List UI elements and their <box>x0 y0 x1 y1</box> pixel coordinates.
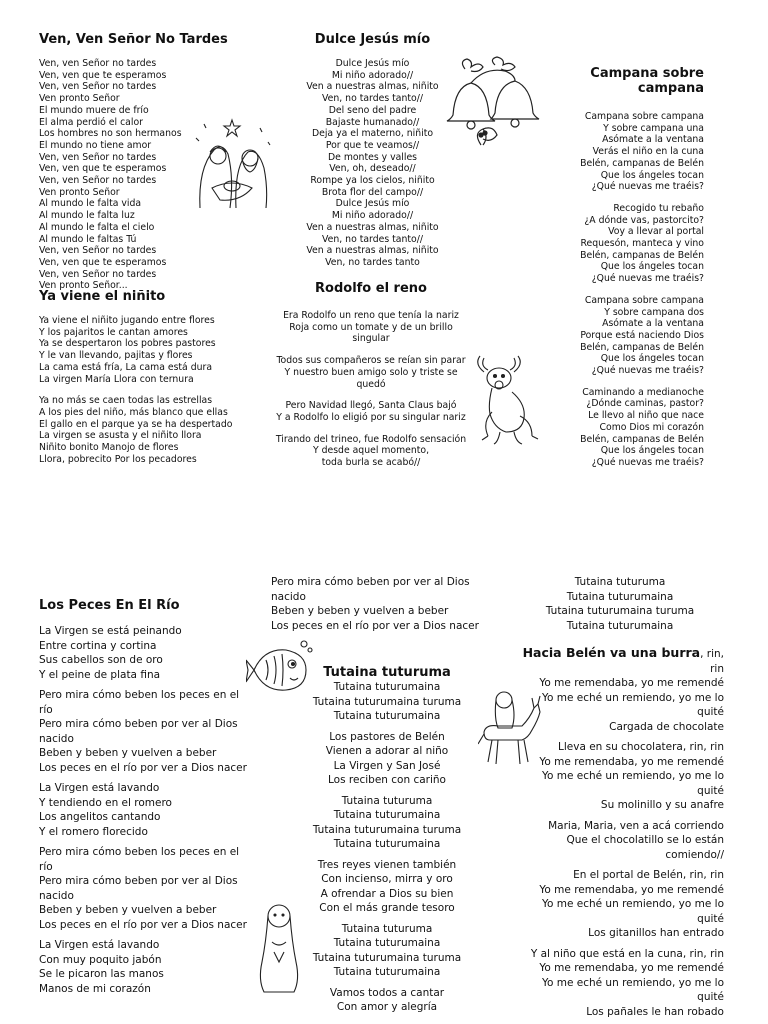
lyric-line: Y le van llevando, pajitas y flores <box>39 350 193 362</box>
lyric-line: Roja como un tomate y de un brillo singular <box>289 321 453 345</box>
lyric-line: Ven pronto Señor <box>39 186 120 198</box>
lyric-line: Asómate a la ventana <box>602 318 704 330</box>
song-title-suffix: , rin, <box>700 648 724 660</box>
lyric-line: Los peces en el río por ver a Dios nacer <box>39 918 247 931</box>
song-ya-viene-el-ninito <box>39 289 234 465</box>
lyric-line: Ven a nuestras almas, niñito <box>306 81 439 93</box>
lyric-line: El mundo no tiene amor <box>39 139 152 151</box>
lyric-line: Yo me remendaba, yo me remendé <box>539 677 724 689</box>
lyric-line: Belén, campanas de Belén <box>580 157 704 169</box>
song-lyrics <box>307 680 467 1015</box>
stanza <box>520 295 704 377</box>
lyric-line: Pero mira cómo beben los peces en el río <box>39 689 240 716</box>
lyric-line: Ven, oh, deseado// <box>329 163 416 175</box>
lyric-line: Tutaina tuturumaina <box>333 966 441 978</box>
lyric-line: La Virgen y San José <box>333 759 441 772</box>
song-lyrics <box>39 624 254 996</box>
lyric-line: Que el chocolatillo se lo están comiendo// <box>566 834 724 861</box>
lyric-line: Ven, ven que te esperamos <box>39 163 167 175</box>
song-lyrics <box>285 58 460 269</box>
lyric-line: toda burla se acabó// <box>321 457 421 469</box>
lyric-line: Ven, ven que te esperamos <box>39 256 167 268</box>
lyric-line: Asómate a la ventana <box>602 134 704 146</box>
lyric-line: Y nuestro buen amigo solo y triste se quedó <box>284 366 458 390</box>
stanza <box>514 868 724 941</box>
lyric-line: Ven a nuestras almas, niñito <box>306 221 439 233</box>
lyric-line: ¿A dónde vas, pastorcito? <box>584 214 704 226</box>
lyric-line: Al mundo le falta luz <box>39 210 135 222</box>
song-title: Tutaina tuturuma <box>323 665 451 680</box>
lyric-line: Requesón, manteca y vino <box>580 238 704 250</box>
lyric-line: Bajaste humanado// <box>325 116 420 128</box>
stanza <box>520 111 704 193</box>
song-title: Ven, Ven Señor No Tardes <box>39 32 228 47</box>
lyric-line: Y tendiendo en el romero <box>39 796 172 809</box>
stanza <box>520 203 704 285</box>
lyric-line: Los hombres no son hermanos <box>39 128 182 140</box>
lyric-line: Vamos todos a cantar <box>329 986 445 999</box>
lyric-line: Ven, ven Señor no tardes <box>39 245 157 257</box>
lyric-line: Y a Rodolfo lo eligió por su singular nariz <box>276 411 466 423</box>
lyric-line: Tutaina tuturumaina <box>333 937 441 949</box>
lyric-line: Yo me eché un remiendo, yo me lo quité <box>541 691 724 718</box>
lyric-line: Y sobre campana dos <box>604 306 704 318</box>
song-lyrics <box>271 575 506 633</box>
lyric-line: Y sobre campana una <box>603 122 704 134</box>
song-hacia-belen-va-una-burra <box>514 642 724 1019</box>
stanza <box>39 938 254 996</box>
lyric-line: Con el más grande tesoro <box>319 902 455 914</box>
song-lyrics <box>520 111 704 469</box>
lyric-line: Tutaina tuturumaina <box>333 681 441 693</box>
lyric-line: Tutaina tuturumaina <box>333 838 441 850</box>
lyric-line: Le llevo al niño que nace <box>588 410 704 422</box>
stanza <box>39 624 254 682</box>
lyric-line: Como Dios mi corazón <box>599 421 704 433</box>
stanza <box>307 794 467 852</box>
lyric-line: Cargada de chocolate <box>609 720 724 733</box>
nativity-family-icon <box>190 118 274 212</box>
song-lyrics <box>271 310 471 469</box>
lyric-line: Yo me eché un remiendo, yo me lo quité <box>541 898 724 925</box>
stanza <box>307 680 467 724</box>
stanza <box>514 662 724 735</box>
lyric-line: Mi niño adorado// <box>331 69 414 81</box>
lyric-line: Los peces en el río por ver a Dios nacer <box>39 761 247 774</box>
stanza <box>307 986 467 1015</box>
lyric-line: Belén, campanas de Belén <box>580 341 704 353</box>
stanza <box>307 922 467 980</box>
lyric-line: Vienen a adorar al niño <box>325 745 449 757</box>
fish-icon <box>246 636 316 702</box>
lyric-line: Que los ángeles tocan <box>600 445 704 457</box>
lyric-line: Pero mira cómo beben por ver al Dios nacido <box>39 718 238 745</box>
lyric-line: Yo me remendaba, yo me remendé <box>539 883 724 896</box>
song-title: Rodolfo el reno <box>315 281 427 296</box>
lyric-line: La virgen se asusta y el niñito llora <box>39 430 202 442</box>
lyric-line: Tutaina tuturumaina <box>566 590 674 603</box>
lyric-line: Brota flor del campo// <box>321 186 424 198</box>
lyric-line: Tutaina tuturuma <box>574 576 666 588</box>
stanza <box>307 858 467 916</box>
lyric-line: Al mundo le falta el cielo <box>39 221 155 233</box>
lyric-line: Con incienso, mirra y oro <box>321 873 453 885</box>
lyric-line: Dulce Jesús mío <box>335 58 410 69</box>
lyric-line: Ya no más se caen todas las estrellas <box>39 395 213 407</box>
stanza <box>271 310 471 345</box>
lyric-line: Y al niño que está en la cuna, rin, rin <box>530 947 724 960</box>
lyric-line: Ven a nuestras almas, niñito <box>306 245 439 257</box>
song-title: Campana sobre campana <box>590 66 704 96</box>
lyric-line: Ven, ven Señor no tardes <box>39 58 157 69</box>
stanza <box>520 387 704 469</box>
virgin-mary-icon <box>254 902 304 994</box>
lyric-line: El mundo muere de frío <box>39 104 149 116</box>
stanza <box>39 688 254 775</box>
song-title: Ya viene el niñito <box>39 289 166 304</box>
lyric-line: Tutaina tuturumaina <box>333 710 441 722</box>
lyric-line: Ven, no tardes tanto// <box>322 233 423 245</box>
lyric-line: Y los pajaritos le cantan amores <box>39 326 188 338</box>
lyric-line: Porque está naciendo Dios <box>580 329 704 341</box>
lyric-line: Ya se despertaron los pobres pastores <box>39 338 216 350</box>
lyric-line: Ya viene el niñito jugando entre flores <box>39 315 215 326</box>
lyric-line: Ven pronto Señor <box>39 93 120 105</box>
lyric-line: Todos sus compañeros se reían sin parar <box>276 355 466 367</box>
stanza <box>39 781 254 839</box>
lyric-line: Sus cabellos son de oro <box>39 654 163 666</box>
lyric-line: Belén, campanas de Belén <box>580 249 704 261</box>
lyric-line: Beben y beben y vuelven a beber <box>39 904 217 916</box>
song-title: Hacia Belén va una burra <box>522 645 701 660</box>
song-dulce-jesus-mio <box>285 32 460 269</box>
lyric-line: Se le picaron las manos <box>39 968 164 980</box>
lyric-line: Caminando a medianoche <box>582 386 704 398</box>
lyric-line: La virgen María Llora con ternura <box>39 373 194 385</box>
lyric-line: El gallo en el parque ya se ha despertado <box>39 418 233 430</box>
lyric-line: Campana sobre campana <box>584 294 704 306</box>
stanza <box>39 845 254 932</box>
lyric-line: ¿Dónde caminas, pastor? <box>586 398 704 410</box>
song-title: Dulce Jesús mío <box>314 32 431 47</box>
lyric-line: Que los ángeles tocan <box>600 353 704 365</box>
stanza <box>271 355 471 390</box>
lyric-line: Llora, pobrecito Por los pecadores <box>39 453 197 465</box>
lyric-line: Ven pronto Señor... <box>39 280 128 292</box>
stanza <box>514 947 724 1020</box>
song-lyrics <box>520 575 720 633</box>
lyric-line: Ven, ven Señor no tardes <box>39 268 157 280</box>
lyric-line: A ofrendar a Dios su bien <box>320 887 454 900</box>
lyric-line: Era Rodolfo un reno que tenía la nariz <box>283 310 459 321</box>
lyric-line: Ven, ven Señor no tardes <box>39 175 157 187</box>
lyric-line: Entre cortina y cortina <box>39 639 157 652</box>
lyric-line: La cama está fría, La cama está dura <box>39 361 213 373</box>
lyric-line: Yo me eché un remiendo, yo me lo quité <box>541 976 724 1003</box>
song-title: Los Peces En El Río <box>39 598 180 613</box>
lyric-line: Los pastores de Belén <box>329 730 445 743</box>
lyric-line: Manos de mi corazón <box>39 982 151 995</box>
lyric-line: Ven, ven Señor no tardes <box>39 81 157 93</box>
lyric-line: Yo me remendaba, yo me remendé <box>539 755 724 768</box>
lyric-line: Ven, no tardes tanto// <box>322 93 423 105</box>
lyric-line: La Virgen está lavando <box>39 782 160 794</box>
lyric-line: Beben y beben y vuelven a beber <box>39 747 217 759</box>
lyric-line: Tutaina tuturumaina turuma <box>545 605 695 617</box>
lyric-line: Ven, ven Señor no tardes <box>39 151 157 163</box>
lyric-line: Su molinillo y su anafre <box>600 799 724 811</box>
lyric-line: Ven, no tardes tanto <box>325 256 420 268</box>
lyric-line: Y el romero florecido <box>39 825 148 838</box>
lyric-line: El alma perdió el calor <box>39 116 143 128</box>
lyric-line: Pero mira cómo beben los peces en el río <box>39 846 240 873</box>
lyric-line: Deja ya el materno, niñito <box>311 128 434 140</box>
lyric-line: Por que te veamos// <box>325 139 420 151</box>
lyric-line: Belén, campanas de Belén <box>580 433 704 445</box>
lyric-line: Tutaina tuturumaina turuma <box>312 695 462 708</box>
stanza <box>307 730 467 788</box>
lyric-line: ¿Qué nuevas me traéis? <box>591 273 704 285</box>
lyric-line: Tutaina tuturumaina turuma <box>312 951 462 964</box>
stanza <box>514 740 724 813</box>
lyric-line: Los peces en el río por ver a Dios nacer <box>271 619 479 632</box>
lyric-line: Niñito bonito Manojo de flores <box>39 442 179 454</box>
lyric-line: Campana sobre campana <box>584 111 704 122</box>
lyric-line: A los pies del niño, más blanco que ellas <box>39 406 228 418</box>
lyric-line: Voy a llevar al portal <box>608 226 704 238</box>
song-campana-sobre-campana <box>520 66 704 469</box>
lyric-line: Al mundo le faltas Tú <box>39 233 137 245</box>
donkey-icon <box>478 688 542 768</box>
lyric-line: Yo me remendaba, yo me remendé <box>539 962 724 974</box>
lyric-line: Y desde aquel momento, <box>312 445 430 457</box>
lyric-line: ¿Qué nuevas me traéis? <box>591 181 704 193</box>
stanza <box>271 400 471 423</box>
lyric-line: Que los ángeles tocan <box>600 169 704 181</box>
lyric-line: rin <box>710 662 724 675</box>
lyric-line: La Virgen se está peinando <box>39 625 182 637</box>
lyric-line: Maria, Maria, ven a acá corriendo <box>548 819 724 832</box>
lyric-line: Los reciben con cariño <box>328 774 446 786</box>
stanza <box>514 819 724 863</box>
lyric-line: Pero mira cómo beben por ver al Dios nacido <box>39 875 238 902</box>
lyric-line: Tutaina tuturumaina turuma <box>312 823 462 836</box>
lyric-line: Los gitanillos han entrado <box>588 927 724 939</box>
lyric-line: Rompe ya los cielos, niñito <box>310 175 435 187</box>
song-rodolfo-el-reno <box>271 281 471 469</box>
lyric-line: Tutaina tuturumaina <box>566 619 674 632</box>
song-tutaina-tuturuma <box>307 665 467 1015</box>
lyric-line: En el portal de Belén, rin, rin <box>573 869 724 881</box>
lyric-line: Con amor y alegría <box>336 1001 438 1013</box>
lyric-line: ¿Qué nuevas me traéis? <box>591 365 704 377</box>
lyric-line: Del seno del padre <box>328 104 417 116</box>
song-lyrics <box>39 315 234 385</box>
lyric-line: Tutaina tuturuma <box>341 794 433 807</box>
lyric-line: Que los ángeles tocan <box>600 261 704 273</box>
lyric-line: Y el peine de plata fina <box>39 668 161 681</box>
lyric-line: Con muy poquito jabón <box>39 953 162 966</box>
lyric-line: De montes y valles <box>327 151 418 163</box>
stanza <box>271 434 471 469</box>
lyric-line: Verás el niño en la cuna <box>592 146 704 158</box>
lyric-line: Los angelitos cantando <box>39 811 161 823</box>
lyric-line: Tutaina tuturumaina <box>333 809 441 821</box>
lyric-line: Mi niño adorado// <box>331 210 414 222</box>
lyric-line: Tirando del trineo, fue Rodolfo sensación <box>275 433 467 445</box>
lyric-line: ¿Qué nuevas me traéis? <box>591 456 704 468</box>
song-los-peces-en-el-rio <box>39 598 254 996</box>
lyric-line: Pero mira cómo beben por ver al Dios nacido <box>271 576 470 603</box>
song-lyrics <box>39 395 234 465</box>
lyric-line: Tres reyes vienen también <box>317 858 457 871</box>
lyric-line: Dulce Jesús mío <box>335 198 410 210</box>
lyric-line: Recogido tu rebaño <box>613 202 704 214</box>
lyric-line: Lleva en su chocolatera, rin, rin <box>558 741 724 753</box>
lyric-line: Al mundo le falta vida <box>39 198 142 210</box>
lyric-line: Beben y beben y vuelven a beber <box>271 605 449 617</box>
lyric-line: Pero Navidad llegó, Santa Claus bajó <box>285 400 457 412</box>
song-lyrics <box>514 662 724 1020</box>
lyric-line: Tutaina tuturuma <box>341 922 433 935</box>
lyric-line: Yo me eché un remiendo, yo me lo quité <box>541 770 724 797</box>
lyric-line: Los pañales le han robado <box>586 1005 724 1018</box>
lyric-line: La Virgen está lavando <box>39 939 160 951</box>
lyric-line: Ven, ven que te esperamos <box>39 69 167 81</box>
